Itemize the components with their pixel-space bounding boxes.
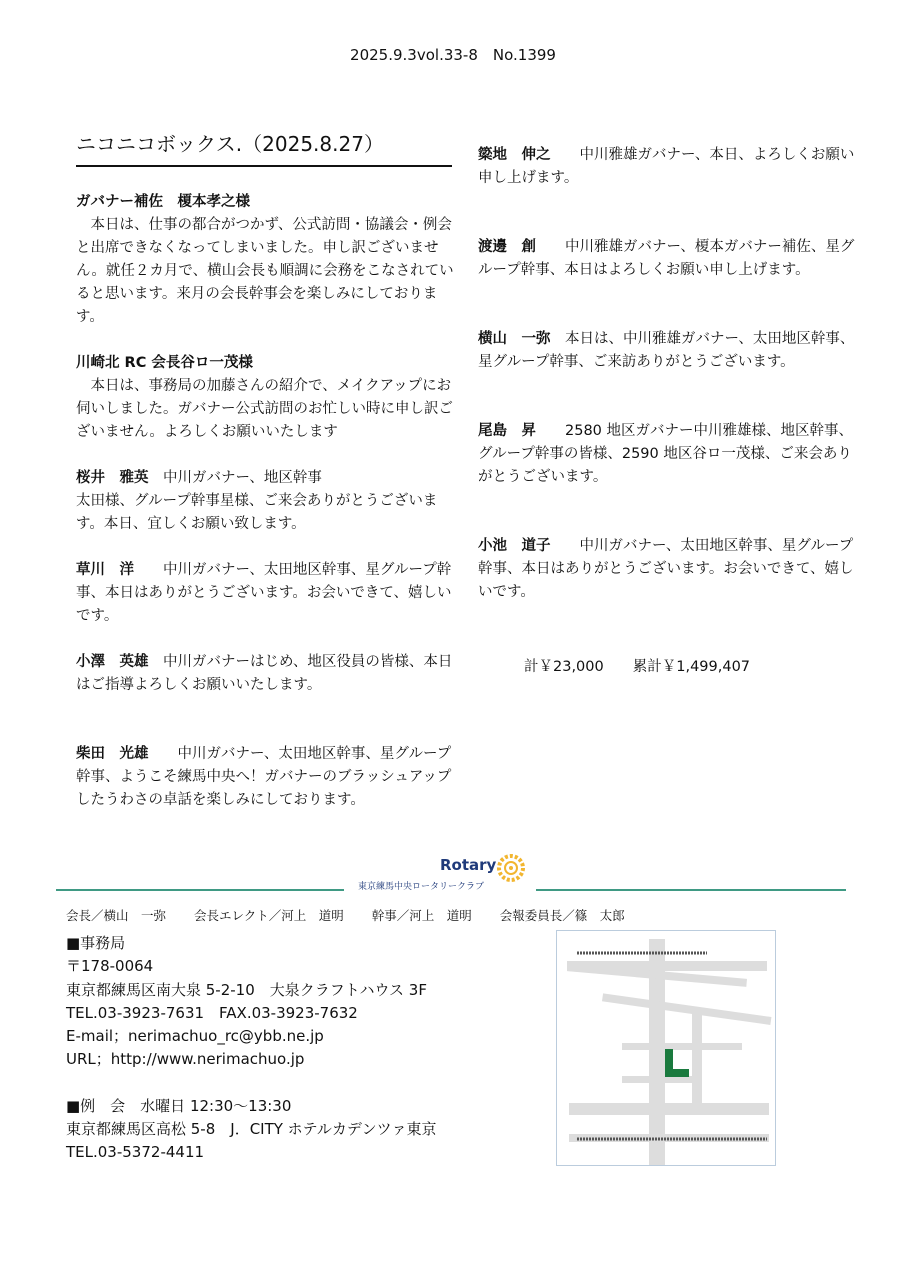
member-name: 桜井 雅英 [76,470,149,486]
message-text: 中川ガバナーはじめ、地区役員の皆様、本日はご指導よろしくお願いいたします。 [76,654,453,693]
officer: 会長エレクト／河上 道明 [194,908,344,923]
rotary-logo-text: Rotary [440,856,497,874]
office-line: TEL.03-5372-4411 [66,1143,205,1162]
right-column [478,144,856,604]
member-name: 横山 一弥 [478,331,551,347]
office-line: 〒178-0064 [66,957,154,976]
club-name: 東京練馬中央ロータリークラブ [358,882,485,892]
message-text: 本日は、事務局の加藤さんの紹介で、メイクアップにお伺いしました。ガバナー公式訪問のお忙しい時に申し訳ございません。よろしくお願いいたします [76,378,453,440]
message-entry [478,236,856,282]
office-line: 東京都練馬区南大泉 5-2-10 大泉クラフトハウス 3F [66,980,427,999]
total-amount: 計￥23,000 累計￥1,499,407 [524,659,751,675]
message-entry [478,535,856,604]
office-line: ■例 会 水曜日 12:30〜13:30 [66,1096,292,1115]
message-text: 中川ガバナー、太田地区幹事、星グループ幹事、ようこそ練馬中央へ！ガバナーのブラッシュアップしたうわさの卓話を楽しみにしております。 [76,746,452,808]
message-entry [76,559,454,628]
officer: 幹事／河上 道明 [371,908,472,923]
office-line: 東京都練馬区高松 5-8 J．CITY ホテルカデンツァ東京 [66,1120,437,1139]
officer: 会長／横山 一弥 [66,908,167,923]
message-entry [478,328,856,374]
message-text: 本日は、仕事の都合がつかず、公式訪問・協議会・例会と出席できなくなってしまいました。申し訳ございません。就任２カ月で、横山会長も順調に会務をこなされていると思います。来月の会長幹事会を楽しみにしております。 [76,217,454,325]
message-text: 中川雅雄ガバナー、本日、よろしくお願い申し上げます。 [478,147,855,186]
office-line: URL；http://www.nerimachuo.jp [66,1050,305,1069]
member-name: 小池 道子 [478,538,551,554]
office-line: E-mail；nerimachuo_rc@ybb.ne.jp [66,1027,324,1046]
office-line [66,1072,436,1095]
member-name: 柴田 光雄 [76,746,149,762]
message-entry [478,144,856,190]
member-name: 小澤 英雄 [76,654,149,670]
message-entry [76,191,454,329]
office-line: TEL.03-3923-7631 FAX.03-3923-7632 [66,1003,358,1022]
page-title: ニコニコボックス.（2025.8.27） [76,128,452,167]
office-info [66,932,436,1165]
member-name: 川崎北 RC 会長谷ロ一茂様 [76,355,253,371]
message-text: 中川雅雄ガバナー、榎本ガバナー補佐、星グループ幹事、本日はよろしくお願い申し上げます。 [478,239,855,278]
divider [56,889,344,891]
officers-list [66,906,649,924]
access-map [556,930,776,1166]
issue-header: 2025.9.3vol.33-8 No.1399 [350,46,556,64]
rotary-wheel-icon [496,853,526,883]
left-column [76,191,454,812]
message-entry [478,420,856,489]
message-text: 中川ガバナー、地区幹事 太田様、グループ幹事星様、ご来会ありがとうございます。本日、宜しくお願い致します。 [76,470,438,532]
member-name: ガバナー補佐 榎本孝之様 [76,194,250,210]
member-name: 簗地 伸之 [478,147,551,163]
officer: 会報委員長／篠 太郎 [499,908,625,923]
message-text: 中川ガバナー、太田地区幹事、星グループ幹事、本日はありがとうございます。お会いできて、嬉しいです。 [76,562,452,624]
message-text: 2580 地区ガバナー中川雅雄様、地区幹事、グループ幹事の皆様、2590 地区谷ロ一茂様、ご来会ありがとうございます。 [478,423,854,485]
divider [536,889,846,891]
message-entry [76,467,454,536]
office-line: ■事務局 [66,934,126,952]
message-entry [76,743,454,812]
member-name: 尾島 昇 [478,423,536,439]
message-entry [76,352,454,444]
member-name: 草川 洋 [76,562,134,578]
message-text: 本日は、中川雅雄ガバナー、太田地区幹事、星グループ幹事、ご来訪ありがとうございます。 [478,331,855,370]
message-text: 中川ガバナー、太田地区幹事、星グループ幹事、本日はありがとうございます。お会いできて、嬉しいです。 [478,538,854,600]
member-name: 渡邊 創 [478,239,536,255]
message-entry [76,651,454,697]
